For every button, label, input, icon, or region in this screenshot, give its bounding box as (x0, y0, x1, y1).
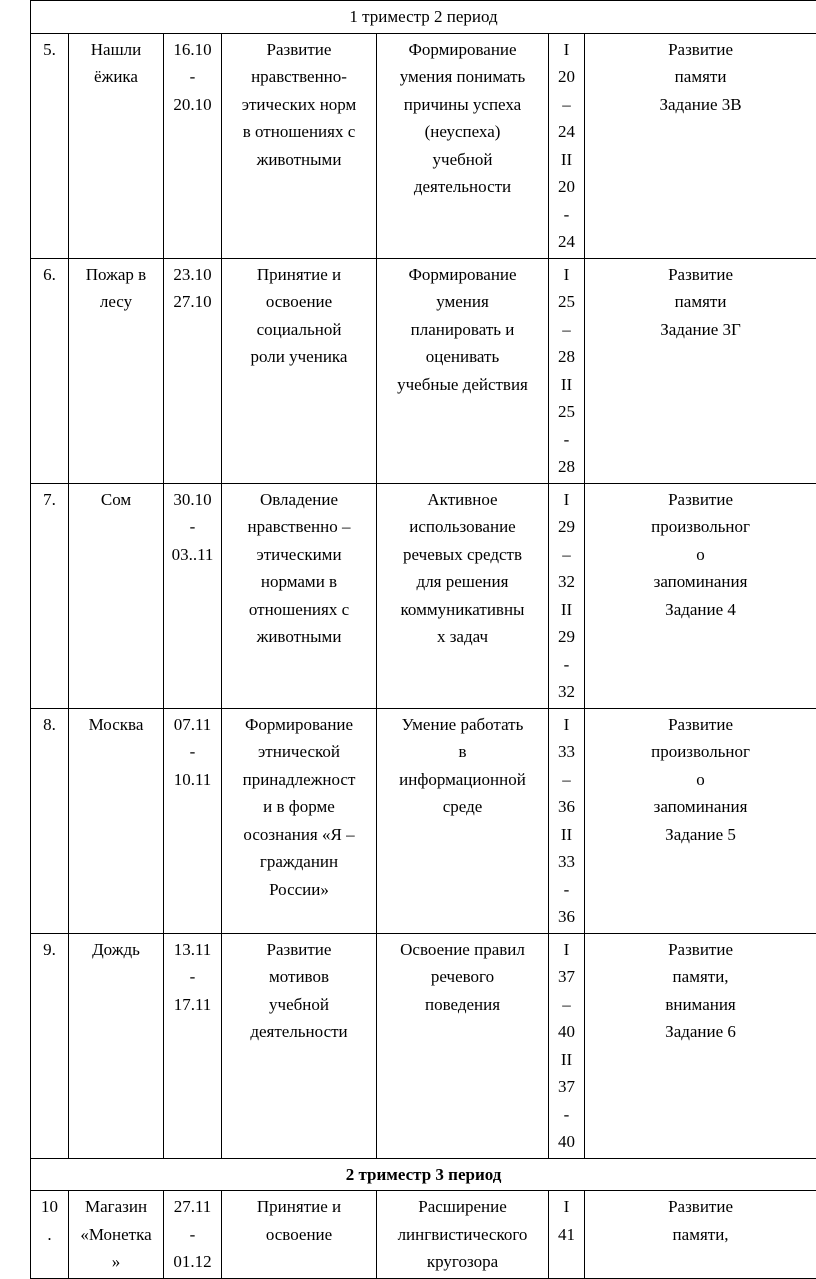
hours-cell-line: 41 (552, 1221, 581, 1249)
meta-result-cell-line: информационной (380, 766, 545, 794)
topic-cell (69, 483, 164, 708)
hours-cell-line: - (552, 426, 581, 454)
personal-result-cell-line: принадлежност (225, 766, 373, 794)
meta-result-cell-line: Освоение правил (380, 936, 545, 964)
development-cell-line: Развитие (588, 711, 813, 739)
meta-result-cell-line: коммуникативны (380, 596, 545, 624)
personal-result-cell-line: Развитие (225, 36, 373, 64)
lesson-number-text: 9. (34, 936, 65, 964)
hours-cell-line: 20 (552, 173, 581, 201)
hours-cell-line: 28 (552, 343, 581, 371)
topic-cell-line: Нашли (72, 36, 160, 64)
hours-cell-line: – (552, 91, 581, 119)
hours-cell-line: 32 (552, 568, 581, 596)
personal-result-cell-line: Развитие (225, 936, 373, 964)
hours-cell (549, 1191, 585, 1279)
date-cell (164, 1191, 222, 1279)
meta-result-cell-line: Расширение (380, 1193, 545, 1221)
personal-result-cell-line: освоение (225, 288, 373, 316)
date-cell-line: 16.10 (167, 36, 218, 64)
development-cell-line: памяти (588, 288, 813, 316)
lesson-number (31, 258, 69, 483)
meta-result-cell (377, 33, 549, 258)
date-cell-line: - (167, 738, 218, 766)
meta-result-cell-line: лингвистического (380, 1221, 545, 1249)
topic-cell-line: Сом (72, 486, 160, 514)
hours-cell-line: I (552, 486, 581, 514)
date-cell-line: 20.10 (167, 91, 218, 119)
hours-cell-line: 29 (552, 623, 581, 651)
personal-result-cell (222, 258, 377, 483)
date-cell-line: 03..11 (167, 541, 218, 569)
date-cell-line: - (167, 1221, 218, 1249)
date-cell (164, 483, 222, 708)
hours-cell-line: 40 (552, 1018, 581, 1046)
table-body (31, 1, 816, 1279)
meta-result-cell-line: для решения (380, 568, 545, 596)
lesson-number-text: 6. (34, 261, 65, 289)
personal-result-cell-line: деятельности (225, 1018, 373, 1046)
development-cell-line: памяти (588, 63, 813, 91)
hours-cell-line: 33 (552, 738, 581, 766)
development-cell (585, 933, 816, 1158)
date-cell-line: 27.10 (167, 288, 218, 316)
date-cell (164, 933, 222, 1158)
lesson-number-text: 8. (34, 711, 65, 739)
development-cell-line: запоминания (588, 568, 813, 596)
topic-cell-line: Пожар в (72, 261, 160, 289)
hours-cell-line: – (552, 991, 581, 1019)
personal-result-cell-line: Формирование (225, 711, 373, 739)
hours-cell (549, 258, 585, 483)
hours-cell-line: I (552, 711, 581, 739)
date-cell-line: 01.12 (167, 1248, 218, 1276)
development-cell-line: о (588, 541, 813, 569)
lesson-number-text: . (34, 1221, 65, 1249)
hours-cell-line: I (552, 1193, 581, 1221)
table-row (31, 708, 816, 933)
personal-result-cell-line: этическими (225, 541, 373, 569)
development-cell-line: Развитие (588, 936, 813, 964)
hours-cell-line: 40 (552, 1128, 581, 1156)
personal-result-cell-line: учебной (225, 991, 373, 1019)
personal-result-cell (222, 33, 377, 258)
topic-cell (69, 33, 164, 258)
personal-result-cell (222, 708, 377, 933)
table-row (31, 483, 816, 708)
topic-cell (69, 708, 164, 933)
period-header-row (31, 1, 816, 34)
development-cell-line: Задание 3В (588, 91, 813, 119)
meta-result-cell-line: учебной (380, 146, 545, 174)
lesson-number (31, 33, 69, 258)
hours-cell-line: II (552, 371, 581, 399)
development-cell-line: Задание 4 (588, 596, 813, 624)
development-cell (585, 708, 816, 933)
development-cell-line: памяти, (588, 1221, 813, 1249)
hours-cell (549, 483, 585, 708)
meta-result-cell-line: в (380, 738, 545, 766)
personal-result-cell-line: нравственно- (225, 63, 373, 91)
meta-result-cell-line: х задач (380, 623, 545, 651)
hours-cell-line: 25 (552, 288, 581, 316)
date-cell-line: 07.11 (167, 711, 218, 739)
development-cell-line: о (588, 766, 813, 794)
period-title: 1 триместр 2 период (31, 1, 816, 34)
meta-result-cell-line: Активное (380, 486, 545, 514)
meta-result-cell-line: оценивать (380, 343, 545, 371)
hours-cell-line: 20 (552, 63, 581, 91)
date-cell (164, 258, 222, 483)
personal-result-cell-line: Принятие и (225, 261, 373, 289)
meta-result-cell-line: учебные действия (380, 371, 545, 399)
hours-cell-line: II (552, 821, 581, 849)
development-cell-line: Развитие (588, 1193, 813, 1221)
hours-cell-line: - (552, 1101, 581, 1129)
personal-result-cell-line: роли ученика (225, 343, 373, 371)
meta-result-cell-line: деятельности (380, 173, 545, 201)
personal-result-cell-line: и в форме (225, 793, 373, 821)
date-cell-line: - (167, 63, 218, 91)
lesson-number-text: 10 (34, 1193, 65, 1221)
date-cell (164, 33, 222, 258)
personal-result-cell-line: Овладение (225, 486, 373, 514)
personal-result-cell (222, 933, 377, 1158)
lesson-number (31, 708, 69, 933)
personal-result-cell-line: мотивов (225, 963, 373, 991)
development-cell-line: Задание 3Г (588, 316, 813, 344)
development-cell-line: Задание 5 (588, 821, 813, 849)
table-row (31, 933, 816, 1158)
personal-result-cell-line: этнической (225, 738, 373, 766)
topic-cell-line: Магазин (72, 1193, 160, 1221)
date-cell-line: 10.11 (167, 766, 218, 794)
hours-cell-line: II (552, 596, 581, 624)
meta-result-cell-line: кругозора (380, 1248, 545, 1276)
period-title: 2 триместр 3 период (31, 1158, 816, 1191)
date-cell-line: 27.11 (167, 1193, 218, 1221)
meta-result-cell-line: поведения (380, 991, 545, 1019)
hours-cell (549, 933, 585, 1158)
lesson-number (31, 483, 69, 708)
date-cell-line: - (167, 963, 218, 991)
hours-cell-line: II (552, 146, 581, 174)
development-cell (585, 483, 816, 708)
personal-result-cell-line: нормами в (225, 568, 373, 596)
hours-cell-line: II (552, 1046, 581, 1074)
date-cell (164, 708, 222, 933)
hours-cell (549, 33, 585, 258)
hours-cell-line: I (552, 36, 581, 64)
topic-cell (69, 933, 164, 1158)
date-cell-line: 13.11 (167, 936, 218, 964)
table-row (31, 1191, 816, 1279)
hours-cell-line: 32 (552, 678, 581, 706)
personal-result-cell-line: отношениях с (225, 596, 373, 624)
personal-result-cell (222, 1191, 377, 1279)
meta-result-cell-line: использование (380, 513, 545, 541)
meta-result-cell-line: планировать и (380, 316, 545, 344)
development-cell-line: памяти, (588, 963, 813, 991)
development-cell-line: Развитие (588, 36, 813, 64)
meta-result-cell-line: Умение работать (380, 711, 545, 739)
personal-result-cell-line: социальной (225, 316, 373, 344)
hours-cell-line: 36 (552, 903, 581, 931)
hours-cell-line: 33 (552, 848, 581, 876)
hours-cell-line: – (552, 316, 581, 344)
table-row (31, 33, 816, 258)
date-cell-line: 17.11 (167, 991, 218, 1019)
meta-result-cell-line: Формирование (380, 36, 545, 64)
hours-cell-line: 25 (552, 398, 581, 426)
meta-result-cell-line: (неуспеха) (380, 118, 545, 146)
hours-cell-line: – (552, 541, 581, 569)
meta-result-cell-line: Формирование (380, 261, 545, 289)
personal-result-cell-line: животными (225, 623, 373, 651)
lesson-number-text: 5. (34, 36, 65, 64)
meta-result-cell (377, 708, 549, 933)
hours-cell (549, 708, 585, 933)
thematic-plan-table (30, 0, 816, 1279)
development-cell-line: внимания (588, 991, 813, 1019)
hours-cell-line: 37 (552, 1073, 581, 1101)
topic-cell (69, 258, 164, 483)
meta-result-cell-line: причины успеха (380, 91, 545, 119)
lesson-number (31, 1191, 69, 1279)
development-cell-line: Развитие (588, 486, 813, 514)
development-cell-line: произвольног (588, 513, 813, 541)
hours-cell-line: - (552, 201, 581, 229)
hours-cell-line: - (552, 876, 581, 904)
personal-result-cell-line: Принятие и (225, 1193, 373, 1221)
personal-result-cell-line: освоение (225, 1221, 373, 1249)
hours-cell-line: I (552, 936, 581, 964)
topic-cell-line: Дождь (72, 936, 160, 964)
meta-result-cell (377, 933, 549, 1158)
meta-result-cell-line: речевых средств (380, 541, 545, 569)
personal-result-cell-line: этических норм (225, 91, 373, 119)
meta-result-cell-line: умения (380, 288, 545, 316)
date-cell-line: - (167, 513, 218, 541)
topic-cell-line: ёжика (72, 63, 160, 91)
date-cell-line: 30.10 (167, 486, 218, 514)
development-cell-line: Развитие (588, 261, 813, 289)
development-cell-line: запоминания (588, 793, 813, 821)
personal-result-cell-line: осознания «Я – (225, 821, 373, 849)
hours-cell-line: 28 (552, 453, 581, 481)
period-header-row (31, 1158, 816, 1191)
personal-result-cell-line: гражданин (225, 848, 373, 876)
hours-cell-line: I (552, 261, 581, 289)
topic-cell-line: лесу (72, 288, 160, 316)
personal-result-cell-line: России» (225, 876, 373, 904)
lesson-number-text: 7. (34, 486, 65, 514)
hours-cell-line: 29 (552, 513, 581, 541)
meta-result-cell (377, 1191, 549, 1279)
development-cell (585, 258, 816, 483)
date-cell-line: 23.10 (167, 261, 218, 289)
personal-result-cell (222, 483, 377, 708)
topic-cell-line: «Монетка (72, 1221, 160, 1249)
development-cell-line: произвольног (588, 738, 813, 766)
hours-cell-line: 36 (552, 793, 581, 821)
meta-result-cell-line: умения понимать (380, 63, 545, 91)
meta-result-cell (377, 483, 549, 708)
lesson-number (31, 933, 69, 1158)
topic-cell-line: » (72, 1248, 160, 1276)
hours-cell-line: 24 (552, 228, 581, 256)
hours-cell-line: 37 (552, 963, 581, 991)
topic-cell (69, 1191, 164, 1279)
meta-result-cell (377, 258, 549, 483)
personal-result-cell-line: животными (225, 146, 373, 174)
meta-result-cell-line: среде (380, 793, 545, 821)
development-cell-line: Задание 6 (588, 1018, 813, 1046)
development-cell (585, 33, 816, 258)
hours-cell-line: - (552, 651, 581, 679)
meta-result-cell-line: речевого (380, 963, 545, 991)
topic-cell-line: Москва (72, 711, 160, 739)
table-row (31, 258, 816, 483)
hours-cell-line: 24 (552, 118, 581, 146)
personal-result-cell-line: нравственно – (225, 513, 373, 541)
personal-result-cell-line: в отношениях с (225, 118, 373, 146)
hours-cell-line: – (552, 766, 581, 794)
development-cell (585, 1191, 816, 1279)
